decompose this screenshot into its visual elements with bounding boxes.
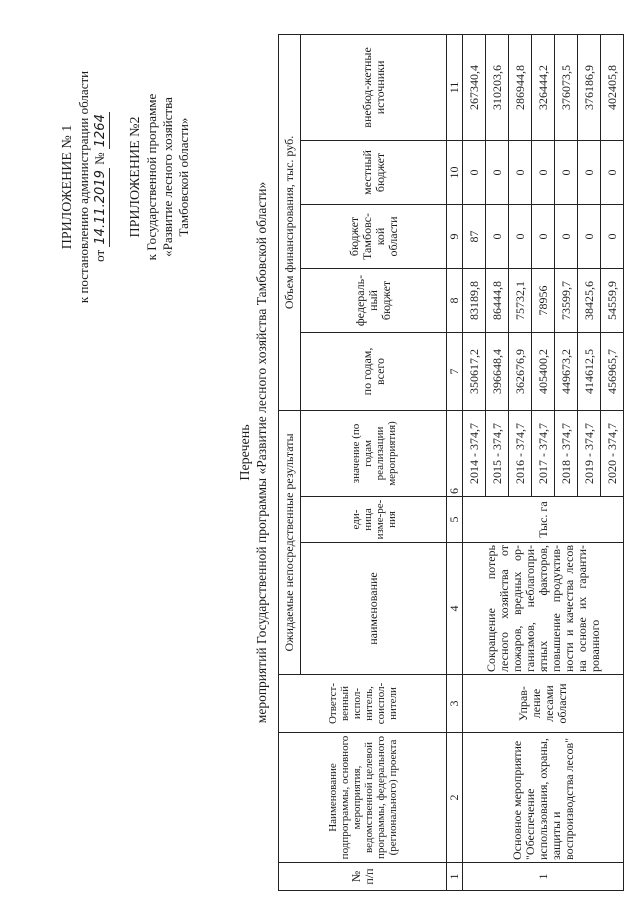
year-local: 0 bbox=[555, 140, 578, 204]
measures-table bbox=[278, 34, 624, 891]
table-row bbox=[463, 34, 486, 890]
row-name: Основное мероприятие "Обеспечение использования, охраны, защиты и воспроизводства лесов" bbox=[463, 733, 624, 863]
col-number: 3 bbox=[447, 675, 463, 733]
year-regional: 0 bbox=[555, 204, 578, 268]
year-extra: 326444,2 bbox=[532, 34, 555, 140]
col-number: 11 bbox=[447, 34, 463, 140]
row-num: 1 bbox=[463, 863, 624, 891]
header-regional: бюджет Тамбовс-кой области bbox=[301, 204, 447, 268]
appendix2-line1: к Государственной программе bbox=[144, 93, 159, 261]
col-number: 10 bbox=[447, 140, 463, 204]
document-heading bbox=[238, 0, 270, 905]
year-federal: 86444,8 bbox=[486, 268, 509, 332]
col-number: 4 bbox=[447, 543, 463, 675]
year-extra: 286944,8 bbox=[509, 34, 532, 140]
header-financing: Объем финансирования, тыс. руб. bbox=[279, 34, 301, 410]
header-name: Наименование подпрограммы, основного мероприятия, ведомственной целевой программы, федерального (регионального) проекта bbox=[279, 733, 447, 863]
year-federal: 73599,7 bbox=[555, 268, 578, 332]
appendix1-block bbox=[60, 37, 110, 337]
year-local: 0 bbox=[463, 140, 486, 204]
year-total: 405400,2 bbox=[532, 332, 555, 410]
header-value: значение (по годам реализации мероприятия) bbox=[301, 410, 447, 496]
year-extra: 376186,9 bbox=[578, 34, 601, 140]
year-federal: 75732,1 bbox=[509, 268, 532, 332]
year-regional: 0 bbox=[532, 204, 555, 268]
header-executor: Ответст-венный испол-нитель, соиспол-нители bbox=[279, 675, 447, 733]
year-federal: 78956 bbox=[532, 268, 555, 332]
appendix1-from: от bbox=[92, 249, 107, 262]
appendix2-title: ПРИЛОЖЕНИЕ №2 bbox=[128, 116, 143, 238]
year-value: 2020 - 374,7 bbox=[601, 410, 624, 496]
year-total: 350617,2 bbox=[463, 332, 486, 410]
year-value: 2015 - 374,7 bbox=[486, 410, 509, 496]
row-executor: Управ-ление лесами области bbox=[463, 675, 624, 733]
header-unit: еди-ница изме-ре-ния bbox=[301, 497, 447, 543]
col-number: 1 bbox=[447, 863, 463, 891]
header-extra: внебюд-жетные источники bbox=[301, 34, 447, 140]
year-local: 0 bbox=[486, 140, 509, 204]
year-value: 2014 - 374,7 bbox=[463, 410, 486, 496]
appendix1-line: к постановлению администрации области bbox=[76, 70, 91, 304]
appendix1-number: 1264 bbox=[93, 114, 108, 148]
col-number: 7 bbox=[447, 332, 463, 410]
appendix2-line3: Тамбовской области» bbox=[176, 117, 191, 237]
year-regional: 0 bbox=[578, 204, 601, 268]
year-federal: 83189,8 bbox=[463, 268, 486, 332]
header-result-name: наименование bbox=[301, 543, 447, 675]
heading-subtitle: мероприятий Государственной программы «Развитие лесного хозяйства Тамбовской области» bbox=[254, 181, 269, 724]
header-total: по годам, всего bbox=[301, 332, 447, 410]
appendix2-line2: «Развитие лесного хозяйства bbox=[160, 97, 175, 257]
year-regional: 87 bbox=[463, 204, 486, 268]
col-number: 2 bbox=[447, 733, 463, 863]
row-unit: Тыс. га bbox=[463, 497, 624, 543]
year-regional: 0 bbox=[509, 204, 532, 268]
col-number: 6 bbox=[447, 410, 463, 496]
row-result: Сокращение потерь лесного хозяйства от пожаров, вредных ор-ганизмов, неблагопри-ятных факторов, повышение продуктив-ности и качества лесов на основе их гаранти-рованного bbox=[463, 543, 624, 675]
header-local: местный бюджет bbox=[301, 140, 447, 204]
header-num: № п/п bbox=[279, 863, 447, 891]
appendix1-date: 14.11.2019 bbox=[93, 170, 108, 245]
header-results: Ожидаемые непосредственные результаты bbox=[279, 410, 301, 674]
year-federal: 38425,6 bbox=[578, 268, 601, 332]
year-total: 362676,9 bbox=[509, 332, 532, 410]
year-value: 2016 - 374,7 bbox=[509, 410, 532, 496]
col-number: 8 bbox=[447, 268, 463, 332]
heading-title: Перечень bbox=[238, 424, 253, 481]
year-local: 0 bbox=[601, 140, 624, 204]
year-extra: 310203,6 bbox=[486, 34, 509, 140]
year-total: 414612,5 bbox=[578, 332, 601, 410]
year-value: 2017 - 374,7 bbox=[532, 410, 555, 496]
year-local: 0 bbox=[578, 140, 601, 204]
year-total: 456965,7 bbox=[601, 332, 624, 410]
appendix2-block bbox=[128, 37, 192, 317]
appendix1-no: № bbox=[92, 152, 107, 165]
col-number: 5 bbox=[447, 497, 463, 543]
year-regional: 0 bbox=[486, 204, 509, 268]
appendix1-date-line bbox=[92, 37, 110, 337]
year-local: 0 bbox=[532, 140, 555, 204]
year-extra: 267340,4 bbox=[463, 34, 486, 140]
appendix1-title: ПРИЛОЖЕНИЕ № 1 bbox=[60, 124, 75, 250]
year-extra: 402405,8 bbox=[601, 34, 624, 140]
year-total: 449673,2 bbox=[555, 332, 578, 410]
year-value: 2019 - 374,7 bbox=[578, 410, 601, 496]
header-federal: федераль-ный бюджет bbox=[301, 268, 447, 332]
year-local: 0 bbox=[509, 140, 532, 204]
year-regional: 0 bbox=[601, 204, 624, 268]
year-value: 2018 - 374,7 bbox=[555, 410, 578, 496]
year-federal: 54559,9 bbox=[601, 268, 624, 332]
col-number: 9 bbox=[447, 204, 463, 268]
year-extra: 376073,5 bbox=[555, 34, 578, 140]
year-total: 396648,4 bbox=[486, 332, 509, 410]
